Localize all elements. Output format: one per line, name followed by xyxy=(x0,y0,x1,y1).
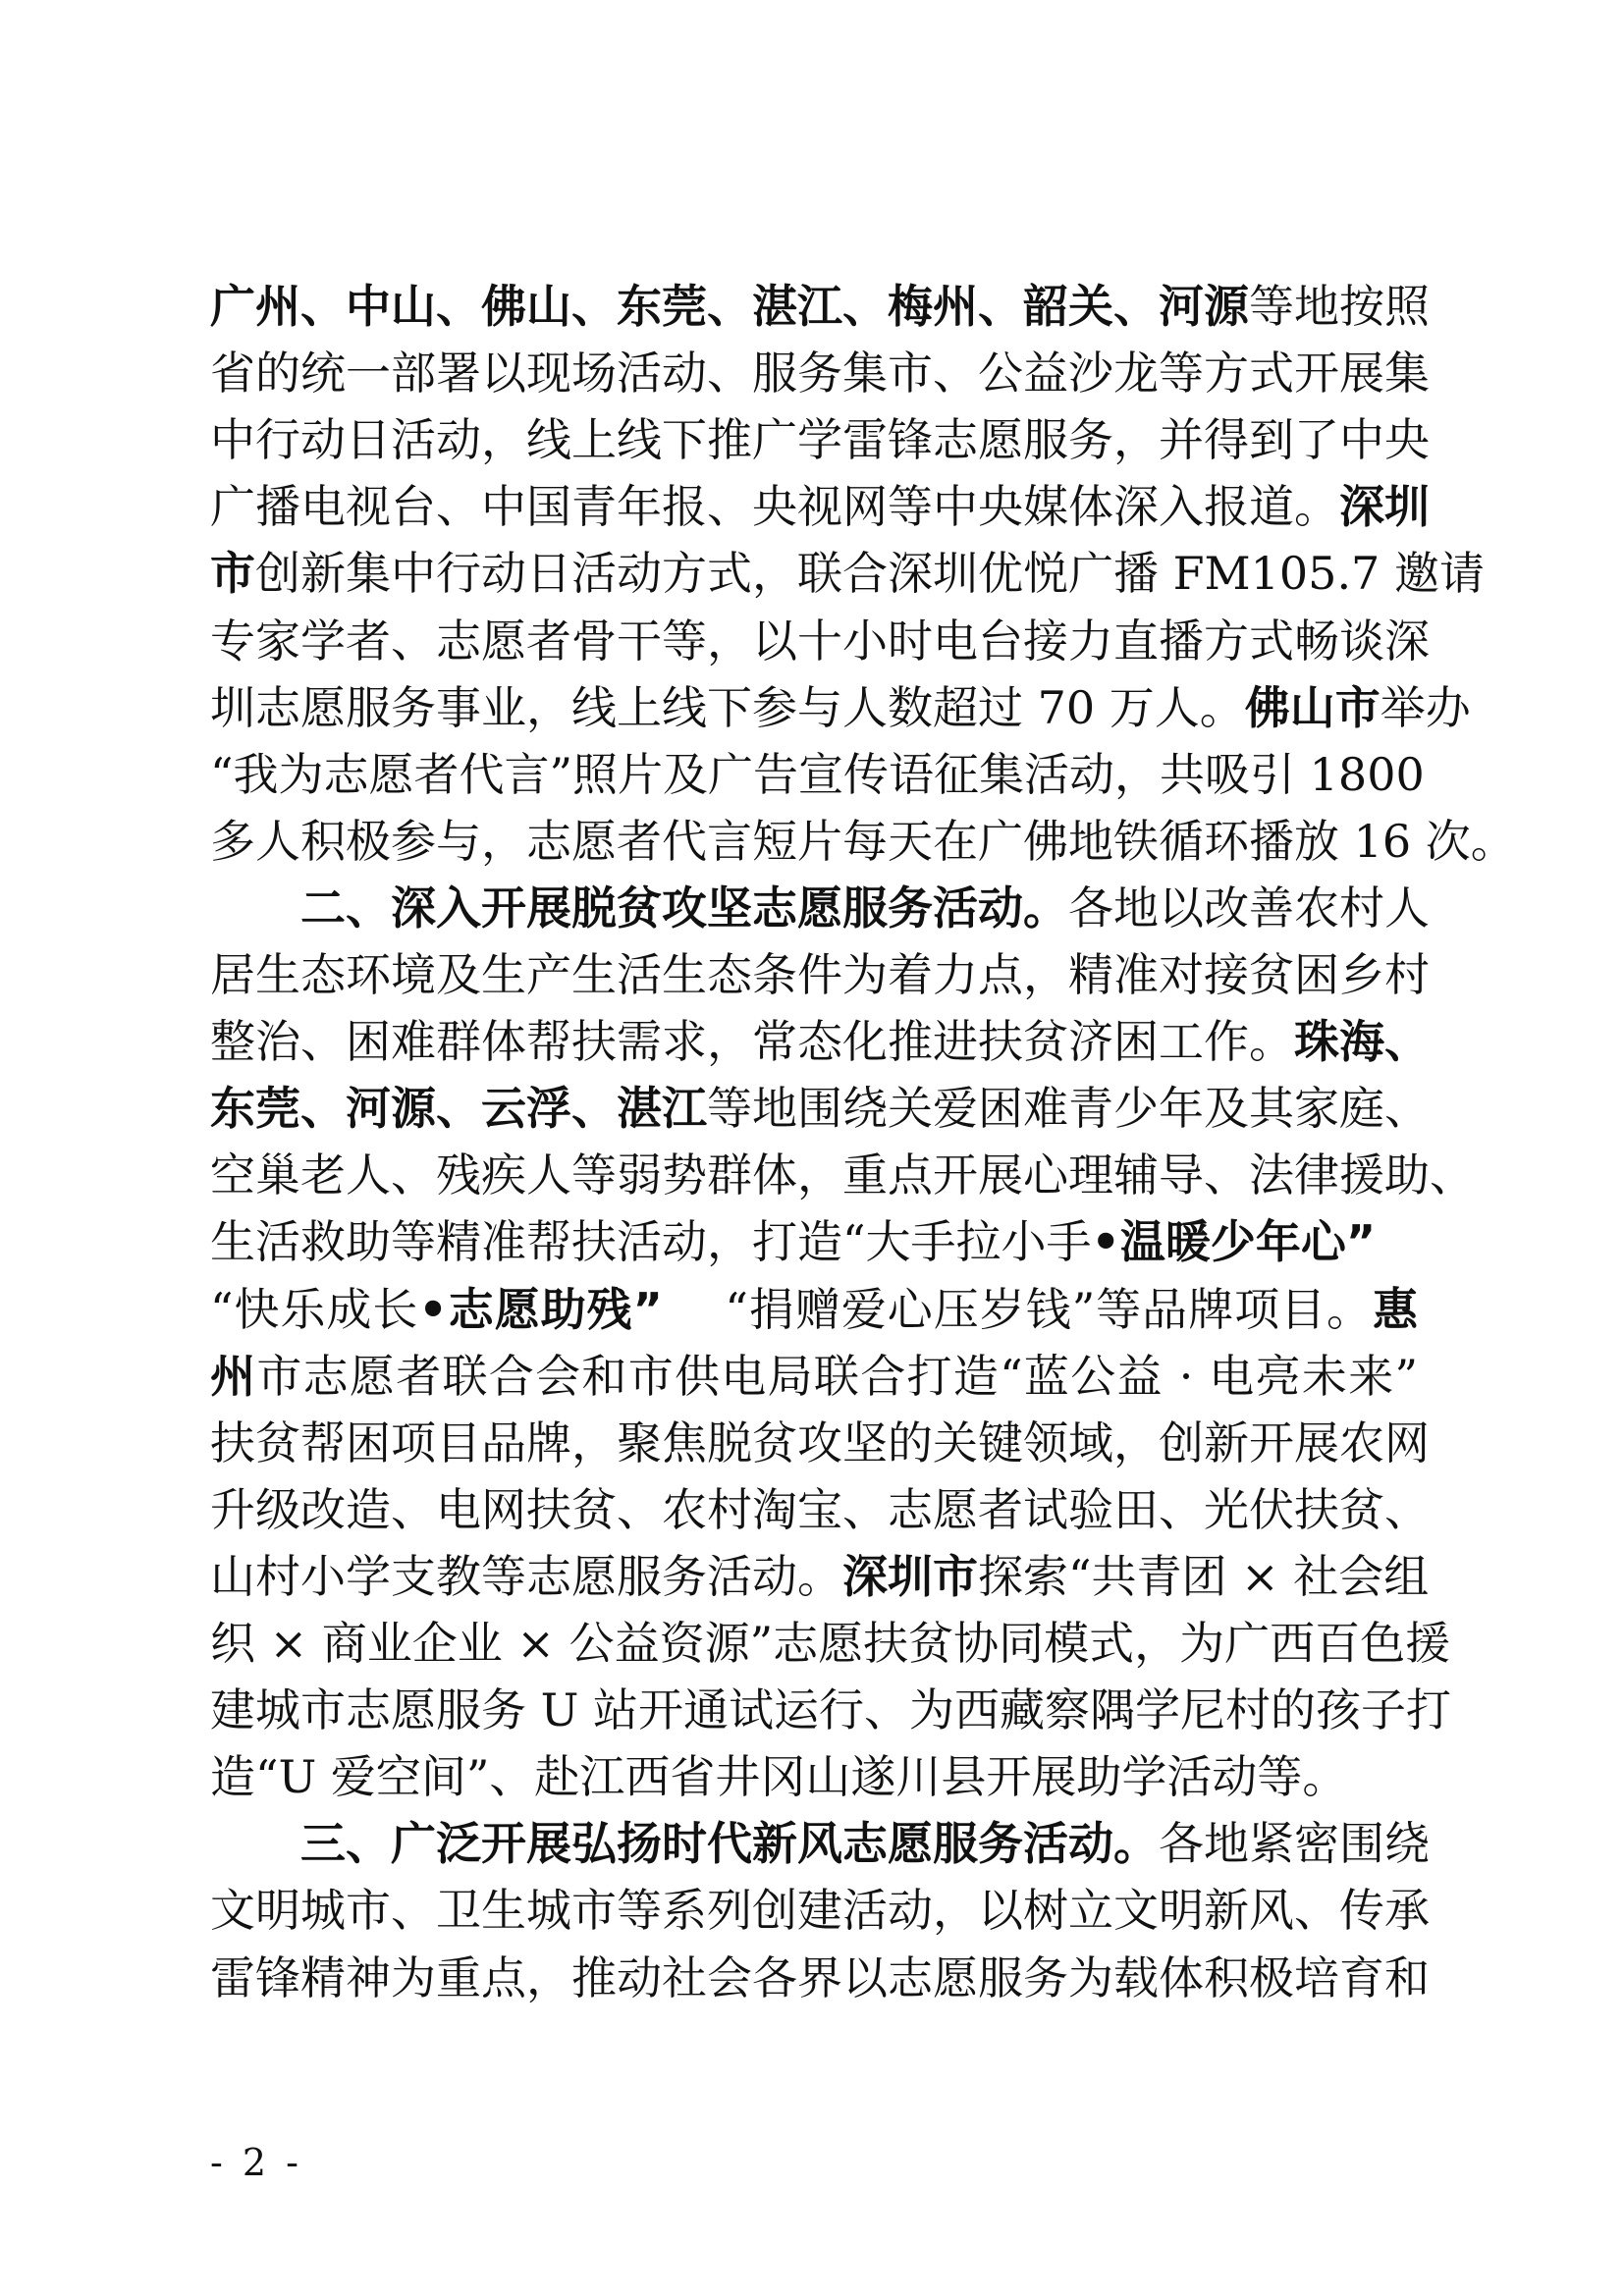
text-run: “快乐成长 xyxy=(210,1282,419,1336)
text-line xyxy=(300,1814,1430,1873)
text-line xyxy=(210,1212,1418,1271)
text-run: 中行动日活动，线上线下推广学雷锋志愿服务，并得到了中央 xyxy=(210,413,1430,467)
bold-text: •温暖少年心” xyxy=(1091,1215,1377,1269)
text-run: 等地围绕关爱困难青少年及其家庭、 xyxy=(707,1082,1430,1136)
text-line xyxy=(210,544,1485,603)
text-run: 探索“共青团 × 社会组 xyxy=(978,1549,1430,1603)
text-run: 山村小学支教等志愿服务活动。 xyxy=(210,1549,842,1603)
text-line xyxy=(210,1146,1475,1204)
text-line xyxy=(210,678,1471,737)
page-number: - 2 - xyxy=(210,2141,303,2184)
text-run: 各地紧密围绕 xyxy=(1159,1817,1430,1871)
text-line xyxy=(210,477,1430,536)
bold-text: 市 xyxy=(210,547,255,601)
text-run: 各地以改善农村人 xyxy=(1068,881,1430,934)
text-line xyxy=(210,1747,1418,1806)
text-run: 广播电视台、中国青年报、央视网等中央媒体深入报道。 xyxy=(210,480,1339,534)
text-run: “我为志愿者代言”照片及广告宣传语征集活动，共吸引 1800 xyxy=(210,747,1425,801)
text-line xyxy=(210,1012,1430,1071)
text-run: 等地按照 xyxy=(1249,280,1430,333)
text-line xyxy=(210,1079,1430,1138)
text-line xyxy=(210,1881,1430,1940)
bold-text: •志愿助残” xyxy=(418,1282,663,1336)
bold-text: 深圳 xyxy=(1339,480,1430,534)
text-run: 专家学者、志愿者骨干等，以十小时电台接力直播方式畅谈深 xyxy=(210,614,1430,667)
text-line xyxy=(210,1480,1430,1539)
text-line xyxy=(210,1280,1418,1339)
text-line xyxy=(210,812,1516,871)
bold-text: 深圳市 xyxy=(842,1549,978,1603)
text-line xyxy=(300,879,1430,937)
text-run: 升级改造、电网扶贫、农村淘宝、志愿者试验田、光伏扶贫、 xyxy=(210,1482,1430,1536)
bold-text: 广州、中山、佛山、东莞、湛江、梅州、韶关、河源 xyxy=(210,280,1249,333)
text-run: “捐赠爱心压岁钱”等品牌项目。 xyxy=(662,1282,1373,1336)
text-line xyxy=(210,612,1430,670)
text-run: 市志愿者联合会和市供电局联合打造“蓝公益 · 电亮未来” xyxy=(256,1349,1419,1403)
text-run: 省的统一部署以现场活动、服务集市、公益沙龙等方式开展集 xyxy=(210,347,1430,400)
bold-text: 州 xyxy=(210,1349,257,1403)
text-run: 文明城市、卫生城市等系列创建活动，以树立文明新风、传承 xyxy=(210,1884,1430,1938)
text-run: 居生态环境及生产生活生态条件为着力点，精准对接贫困乡村 xyxy=(210,948,1430,1001)
text-line xyxy=(210,277,1430,336)
text-run: 造“U 爱空间”、赴江西省井冈山遂川县开展助学活动等。 xyxy=(210,1750,1348,1804)
bold-text: 二、深入开展脱贫攻坚志愿服务活动。 xyxy=(300,881,1068,934)
text-run: 生活救助等精准帮扶活动，打造“大手拉小手 xyxy=(210,1215,1092,1269)
text-line xyxy=(210,1614,1451,1673)
text-run: 圳志愿服务事业，线上线下参与人数超过 70 万人。 xyxy=(210,680,1245,734)
bold-text: 惠 xyxy=(1373,1282,1418,1336)
text-line xyxy=(210,1547,1430,1606)
text-line xyxy=(210,1347,1418,1406)
text-run: 织 × 商业企业 × 公益资源”志愿扶贫协同模式，为广西百色援 xyxy=(210,1617,1451,1670)
bold-text: 东莞、河源、云浮、湛江 xyxy=(210,1082,707,1136)
text-line xyxy=(210,945,1430,1004)
text-run: 雷锋精神为重点，推动社会各界以志愿服务为载体积极培育和 xyxy=(210,1950,1430,2004)
text-run: 扶贫帮困项目品牌，聚焦脱贫攻坚的关键领域，创新开展农网 xyxy=(210,1415,1430,1469)
text-run: 整治、困难群体帮扶需求，常态化推进扶贫济困工作。 xyxy=(210,1015,1294,1069)
text-line xyxy=(210,410,1430,469)
text-run: 多人积极参与，志愿者代言短片每天在广佛地铁循环播放 16 次。 xyxy=(210,814,1516,868)
text-run: 创新集中行动日活动方式，联合深圳优悦广播 FM105.7 邀请 xyxy=(255,547,1485,601)
text-line xyxy=(210,344,1430,402)
text-line xyxy=(210,1949,1430,2007)
bold-text: 佛山市 xyxy=(1244,680,1380,734)
text-line xyxy=(210,745,1425,804)
bold-text: 珠海、 xyxy=(1294,1015,1430,1069)
bold-text: 三、广泛开展弘扬时代新风志愿服务活动。 xyxy=(300,1817,1159,1871)
text-run: 举办 xyxy=(1380,680,1471,734)
text-line xyxy=(210,1414,1430,1472)
text-run: 建城市志愿服务 U 站开通试运行、为西藏察隅学尼村的孩子打 xyxy=(210,1683,1452,1737)
text-run: 空巢老人、残疾人等弱势群体，重点开展心理辅导、法律援助、 xyxy=(210,1148,1475,1202)
text-line xyxy=(210,1681,1452,1739)
